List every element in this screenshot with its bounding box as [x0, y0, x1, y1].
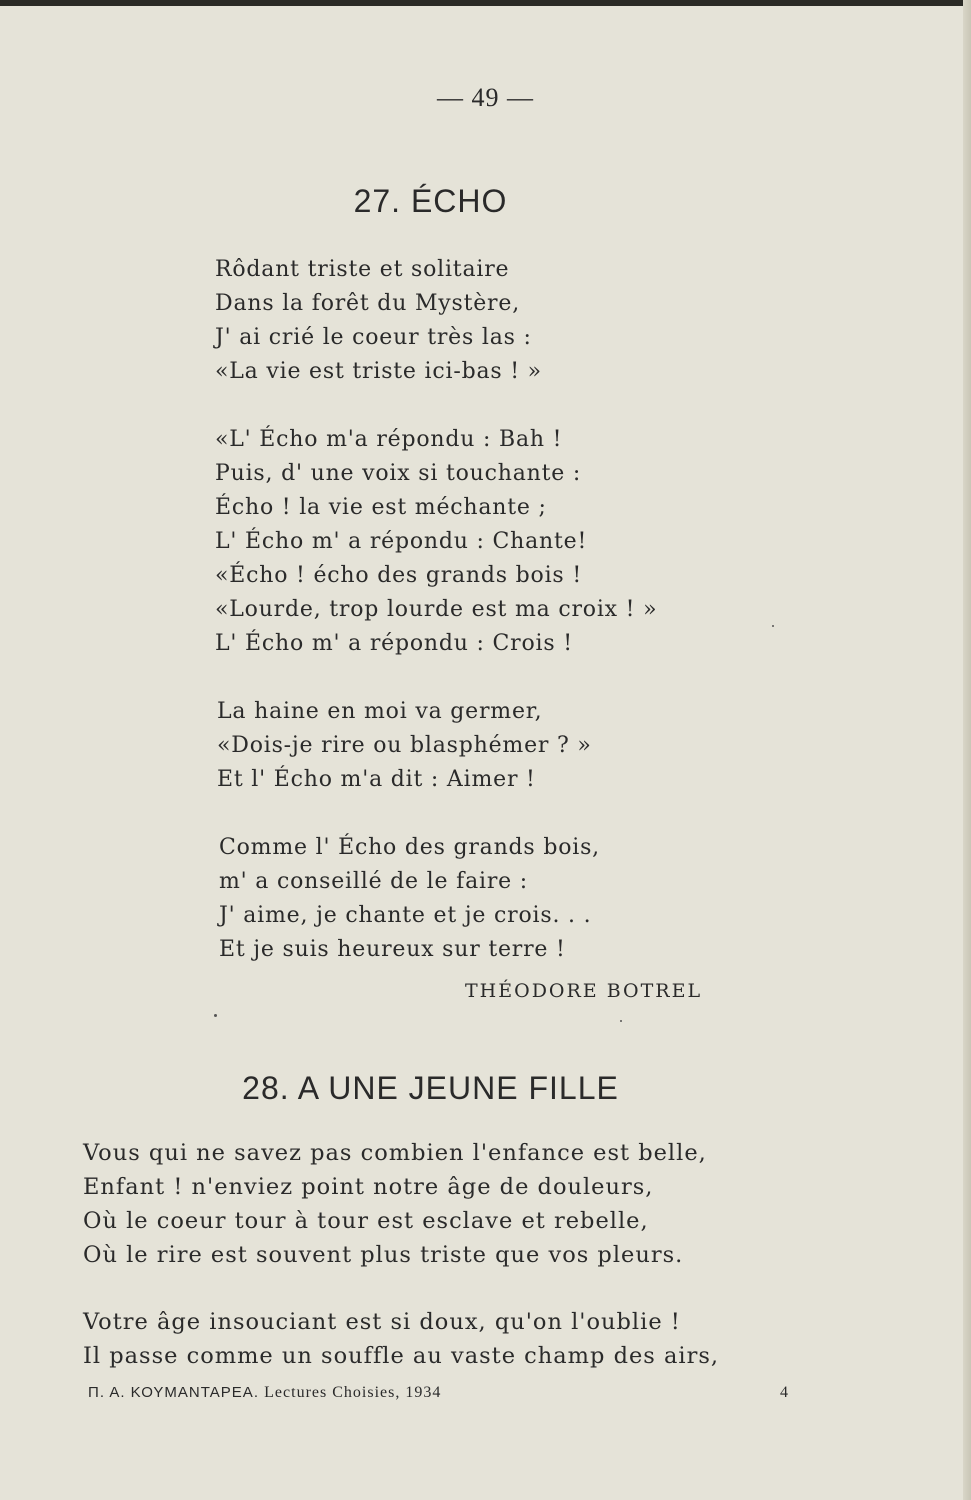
verse-line: «Dois-je rire ou blasphémer ? » [217, 733, 592, 758]
verse-line: J' ai crié le coeur très las : [215, 325, 532, 350]
page-number: — 49 — [437, 83, 534, 112]
footer-publication: Lectures Choisies, 1934 [264, 1384, 442, 1401]
page-top-edge [0, 0, 971, 6]
verse-line: «La vie est triste ici-bas ! » [215, 359, 542, 384]
verse-line: La haine en moi va germer, [217, 699, 543, 724]
verse-line: Écho ! la vie est méchante ; [215, 495, 547, 520]
verse-line: «Écho ! écho des grands bois ! [215, 563, 582, 588]
verse-line: Enfant ! n'enviez point notre âge de douleurs, [83, 1174, 654, 1200]
stanza [215, 253, 542, 389]
poem-title-jeune-fille: 28. A UNE JEUNE FILLE [242, 1070, 619, 1106]
verse-line: «L' Écho m'a répondu : Bah ! [215, 427, 563, 452]
poem-title-echo: 27. ÉCHO [353, 183, 508, 219]
verse-line: Et je suis heureux sur terre ! [219, 937, 566, 962]
page-footer [88, 1384, 441, 1402]
footer-author: Π. Α. ΚΟΥΜΑΝΤΑΡΕΑ. [88, 1384, 259, 1401]
verse-line: «Lourde, trop lourde est ma croix ! » [215, 597, 658, 622]
stanza [83, 1305, 719, 1373]
ink-speck [214, 1014, 217, 1017]
signature-mark: 4 [780, 1384, 788, 1401]
verse-line: Où le coeur tour à tour est esclave et rebelle, [83, 1208, 649, 1234]
verse-line: Votre âge insouciant est si doux, qu'on l'oublie ! [83, 1309, 681, 1335]
verse-line: Il passe comme un souffle au vaste champ des airs, [83, 1343, 720, 1369]
verse-line: m' a conseillé de le faire : [219, 869, 528, 894]
verse-line: Et l' Écho m'a dit : Aimer ! [217, 767, 536, 792]
stanza [215, 423, 657, 661]
verse-line: L' Écho m' a répondu : Chante! [215, 529, 588, 554]
poem-author: THÉODORE BOTREL [465, 980, 703, 1002]
verse-line: Comme l' Écho des grands bois, [219, 835, 600, 860]
stanza [217, 695, 592, 797]
stanza [219, 831, 600, 967]
verse-line: Dans la forêt du Mystère, [215, 291, 520, 316]
verse-line: Rôdant triste et solitaire [215, 257, 510, 282]
stanza [83, 1136, 707, 1272]
verse-line: J' aime, je chante et je crois. . . [219, 903, 592, 928]
verse-line: Vous qui ne savez pas combien l'enfance est belle, [83, 1140, 707, 1166]
verse-line: Où le rire est souvent plus triste que vos pleurs. [83, 1242, 684, 1268]
ink-speck [772, 625, 774, 627]
page-right-edge [963, 0, 971, 1500]
ink-speck [620, 1020, 622, 1022]
verse-line: L' Écho m' a répondu : Crois ! [215, 631, 573, 656]
verse-line: Puis, d' une voix si touchante : [215, 461, 582, 486]
